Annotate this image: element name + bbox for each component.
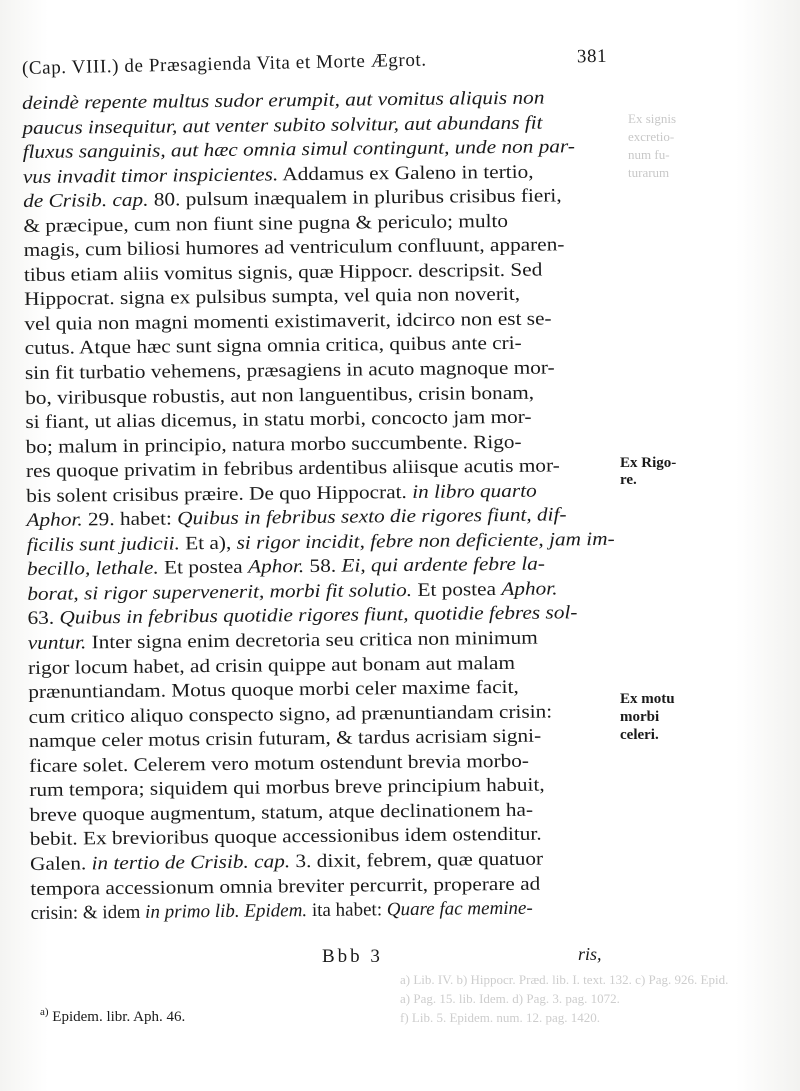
bleed-line: num fu-: [628, 147, 670, 162]
margin-note-ex-motu: [620, 690, 675, 744]
margin-note-line: morbi: [620, 709, 660, 725]
italic-segment: borat, si rigor supervenerit, morbi fit solutio.: [27, 579, 413, 605]
roman-segment: Inter signa enim decretoria seu critica non minimum: [86, 627, 538, 654]
bleed-line: f) Lib. 5. Epidem. num. 12. pag. 1420.: [400, 1010, 601, 1025]
roman-segment: vel quia non magni momenti existimaverit, idcirco non est se-: [24, 308, 552, 335]
margin-note-line: Ex motu: [620, 691, 675, 707]
roman-segment: ficare solet. Celerem vero motum ostendunt brevia morbo-: [28, 750, 530, 777]
italic-segment: Aphor.: [501, 578, 558, 600]
roman-segment: Galen.: [29, 853, 87, 875]
roman-segment: bebit. Ex brevioribus quoque accessionibus idem ostenditur.: [29, 824, 542, 851]
catchword: ris,: [578, 944, 602, 964]
bleed-line: a) Pag. 15. lib. Idem. d) Pag. 3. pag. 1072.: [400, 991, 620, 1006]
bleed-line: Ex signis: [628, 111, 677, 126]
italic-segment: in tertio de Crisib. cap.: [86, 851, 291, 875]
margin-note-line: re.: [620, 472, 637, 488]
roman-segment: 80. pulsum inæqualem in pluribus crisibus fieri,: [148, 185, 562, 211]
italic-segment: Aphor.: [247, 556, 305, 579]
roman-segment: rum tempora; siquidem qui morbus breve principium habuit,: [29, 774, 545, 802]
italic-segment: Quibus in febribus quotidie rigores fiunt, quotidie febres sol-: [59, 602, 578, 630]
roman-segment: namque celer motus crisin futuram, & tardus acrisiam signi-: [28, 725, 542, 753]
roman-segment: bo; malum in principio, natura morbo succumbente. Rigo-: [25, 431, 522, 458]
italic-segment: Quibus in febribus sexto die rigores fiunt, dif-: [177, 504, 567, 530]
roman-segment: tempora accessionum omnia breviter percurrit, properare ad: [30, 873, 541, 900]
bleed-through-bottom: [400, 970, 730, 1027]
roman-segment: 29. habet:: [82, 508, 178, 531]
footnote-text: Epidem. libr. Aph. 46.: [48, 1009, 186, 1025]
roman-segment: sin fit turbatio vehemens, præsagiens in acuto magnoque mor-: [24, 357, 555, 384]
running-title: (Cap. VIII.) de Præsagienda Vita et Morte Ægrot.: [21, 49, 427, 79]
text-line: [30, 896, 628, 927]
roman-segment: rigor locum habet, ad crisin quippe aut bonam aut malam: [27, 652, 516, 679]
roman-segment: Et postea: [411, 578, 502, 601]
italic-segment: si rigor incidit, febre non deficiente, jam im-: [236, 528, 615, 554]
italic-segment: Quare fac memine-: [386, 897, 533, 921]
roman-segment: 58.: [304, 556, 342, 578]
roman-segment: prænuntiandam. Motus quoque morbi celer maxime facit,: [28, 676, 519, 704]
italic-segment: vuntur.: [27, 632, 87, 655]
italic-segment: in primo lib. Epidem.: [145, 900, 308, 923]
roman-segment: res quoque privatim in febribus ardentibus aliisque acutis mor-: [25, 455, 560, 483]
roman-segment: crisin: & idem: [30, 901, 146, 925]
italic-segment: paucus insequitur, aut venter subito solvitur, aut abundans fit: [22, 112, 543, 139]
footnote-marker: a): [40, 1006, 49, 1018]
bleed-through-right: [628, 110, 688, 182]
roman-segment: ita habet:: [307, 899, 387, 922]
margin-note-line: Ex Rigo-: [620, 455, 677, 471]
roman-segment: 3. dixit, febrem, quæ quatuor: [290, 848, 544, 873]
roman-segment: bis solent crisibus præire. De quo Hippocrat.: [26, 481, 407, 507]
running-head: [22, 45, 622, 80]
italic-segment: in libro quarto: [406, 480, 537, 503]
italic-segment: deindè repente multus sudor erumpit, aut vomitus aliquis non: [22, 87, 545, 114]
text-line-content: [30, 897, 532, 927]
main-text: [22, 86, 629, 927]
signature-mark: Bbb 3: [322, 946, 383, 967]
roman-segment: cum critico aliquo conspecto signo, ad prænuntiandam crisin:: [28, 701, 553, 728]
roman-segment: cutus. Atque hæc sunt signa omnia critica, quibus ante cri-: [24, 333, 522, 360]
roman-segment: Addamus ex Galeno in tertio,: [278, 161, 534, 185]
page-number: 381: [576, 45, 608, 68]
margin-note-line: celeri.: [620, 727, 659, 743]
italic-segment: ficilis sunt judicii.: [26, 533, 180, 556]
roman-segment: Hippocrat. signa ex pulsibus sumpta, vel quia non noverit,: [24, 284, 521, 311]
italic-segment: de Crisib. cap.: [23, 189, 149, 213]
roman-segment: si fiant, ut alias dicemus, in statu morbi, concocto jam mor-: [25, 406, 532, 434]
bleed-line: a) Lib. IV. b) Hippocr. Præd. lib. I. text. 132. c) Pag. 926. Epid.: [400, 972, 729, 987]
italic-segment: vus invadit timor inspicientes.: [22, 163, 279, 188]
italic-segment: becillo, lethale.: [26, 557, 159, 581]
roman-segment: & præcipue, cum non fiunt sine pugna & periculo; multo: [23, 210, 509, 237]
italic-segment: fluxus sanguinis, aut hæc omnia simul contingunt, unde non par-: [22, 136, 575, 164]
roman-segment: 63.: [27, 608, 60, 630]
bleed-line: turarum: [628, 165, 670, 180]
roman-segment: tibus etiam aliis vomitus signis, quæ Hippocr. descripsit. Sed: [23, 259, 543, 286]
margin-note-ex-rigore: [620, 455, 676, 489]
roman-segment: magis, cum biliosi humores ad ventriculum confluunt, apparen-: [23, 234, 565, 262]
roman-segment: Et postea: [158, 557, 249, 579]
roman-segment: Et a),: [179, 532, 237, 555]
italic-segment: Aphor.: [26, 509, 83, 532]
roman-segment: bo, viribusque robustis, aut non languentibus, crisin bonam,: [25, 382, 535, 409]
footnote: [40, 1006, 185, 1026]
italic-segment: Ei, qui ardente febre la-: [341, 553, 546, 578]
bleed-line: excretio-: [628, 129, 675, 144]
roman-segment: breve quoque augmentum, statum, atque declinationem ha-: [29, 799, 534, 826]
